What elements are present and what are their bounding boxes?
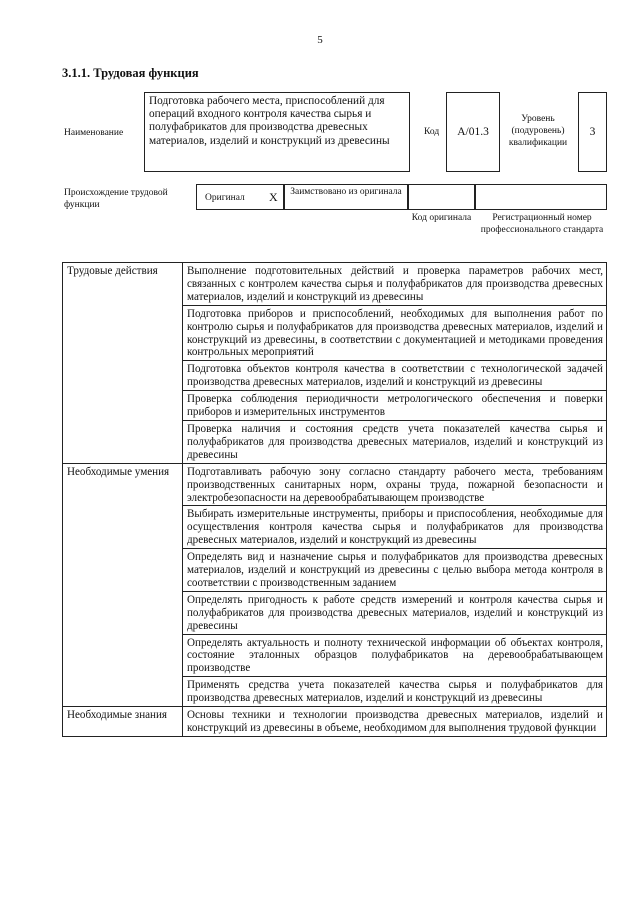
- original-label: Оригинал: [205, 193, 245, 203]
- section-title: 3.1.1. Трудовая функция: [62, 66, 199, 80]
- reg-number-cell: [475, 184, 607, 210]
- section-label: Необходимые умения: [63, 463, 183, 706]
- section-item: Подготавливать рабочую зону согласно стандарту рабочего места, требованиям производственных санитарных норм, охраны труда, пожарной безопасности и электробезопасности на деревообрабатывающем производстве: [183, 463, 607, 506]
- section-item: Выбирать измерительные инструменты, приборы и приспособления, необходимые для осуществления контроля качества сырья и полуфабрикатов для производства древесных материалов, изделий и конструкций из древесины: [183, 506, 607, 549]
- code-original-cell: [408, 184, 475, 210]
- code-label: Код: [424, 127, 440, 137]
- page-number: 5: [317, 34, 323, 46]
- section-item: Определять пригодность к работе средств измерений и контроля качества сырья и полуфабрикатов для производства древесных материалов, изделий и конструкций из древесины: [183, 591, 607, 634]
- section-label: Трудовые действия: [63, 263, 183, 464]
- section-item: Основы техники и технологии производства древесных материалов, изделий и конструкций из древесины в объеме, необходимом для выполнения трудовой функции: [183, 707, 607, 737]
- reg-number-caption: Регистрационный номер профессионального стандарта: [480, 213, 604, 235]
- section-item: Подготовка приборов и приспособлений, необходимых для выполнения работ по контролю сырья и полуфабрикатов для производства древесных материалов, изделий и конструкций из древесины, в соответствии с документацией и методиками проведения контрольных мероприятий: [183, 305, 607, 361]
- code-original-caption: Код оригинала: [411, 213, 472, 223]
- borrowed-cell: Заимствовано из оригинала: [284, 184, 408, 210]
- origin-label: Происхождение трудовой функции: [64, 188, 168, 210]
- original-mark: X: [269, 190, 278, 204]
- table-row: [63, 263, 607, 306]
- section-item: Определять вид и назначение сырья и полуфабрикатов для производства древесных материалов, изделий и конструкций из древесины с целью выбора метода контроля в соответствии с производственным заданием: [183, 549, 607, 592]
- name-label: Наименование: [64, 128, 124, 138]
- level-value-cell: 3: [578, 92, 607, 172]
- level-label: Уровень (подуровень) квалификации: [508, 114, 568, 148]
- function-details-table: [62, 262, 607, 737]
- table-row: [63, 707, 607, 737]
- section-item: Применять средства учета показателей качества сырья и полуфабрикатов для производства древесных материалов, изделий и конструкций из древесины: [183, 677, 607, 707]
- section-item: Проверка наличия и состояния средств учета показателей качества сырья и полуфабрикатов для производства древесных материалов, изделий и конструкций из древесины: [183, 420, 607, 463]
- code-value-cell: А/01.3: [446, 92, 500, 172]
- function-name-cell: Подготовка рабочего места, приспособлений для операций входного контроля качества сырья и полуфабрикатов для производства древесных материалов, изделий и конструкций из древесины: [144, 92, 410, 172]
- table-row: [63, 463, 607, 506]
- section-label: Необходимые знания: [63, 707, 183, 737]
- section-item: Определять актуальность и полноту технической информации об объектах контроля, состояние эталонных образцов полуфабрикатов на деревообрабатывающем производстве: [183, 634, 607, 677]
- section-item: Подготовка объектов контроля качества в соответствии с технологической задачей производства древесных материалов, изделий и конструкций из древесины: [183, 361, 607, 391]
- original-cell: [196, 184, 284, 210]
- section-item: Проверка соблюдения периодичности метрологического обеспечения и поверки приборов и измерительных инструментов: [183, 391, 607, 421]
- section-item: Выполнение подготовительных действий и проверка параметров рабочих мест, связанных с контролем качества сырья и полуфабрикатов для производства древесных материалов, изделий и конструкций из древесины: [183, 263, 607, 306]
